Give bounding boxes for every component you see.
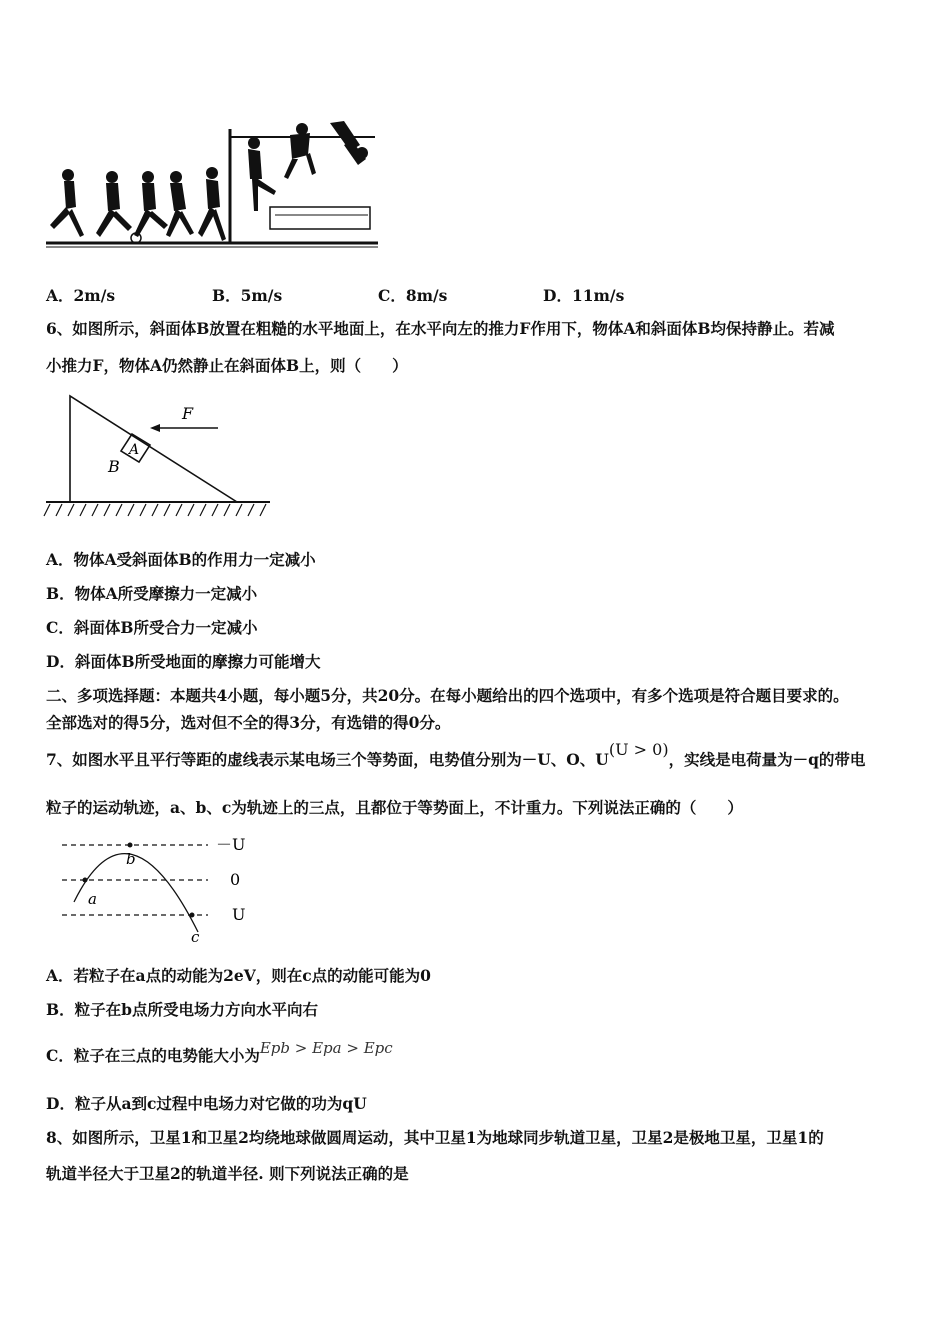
runner-4 [166,171,194,237]
q5-option-c: C．8m/s [378,286,448,305]
q5-options [46,284,746,306]
runner-5 [198,167,226,241]
q5-option-b: B．5m/s [212,286,283,305]
q6-option-c: C．斜面体B所受合力一定减小 [46,618,258,637]
runner-3 [134,171,168,237]
q7-stem-line2: 粒子的运动轨迹，a、b、c为轨迹上的三点，且都位于等势面上，不计重力。下列说法正确的（ ） [46,798,743,817]
q7-option-a: A．若粒子在a点的动能为2eV，则在c点的动能可能为0 [46,966,431,985]
q7-option-c-text: C．粒子在三点的电势能大小为 [46,1046,260,1065]
label-point-a: a [88,890,97,908]
section2-line1: 二、多项选择题：本题共4小题，每小题5分，共20分。在每小题给出的四个选项中，有多个选项是符合题目要求的。 [46,686,849,705]
q6-option-a: A．物体A受斜面体B的作用力一定减小 [46,550,316,569]
label-a: A [129,442,140,458]
q7-option-b: B．粒子在b点所受电场力方向水平向右 [46,1000,318,1019]
section2-line2: 全部选对的得5分，选对但不全的得3分，有选错的得0分。 [46,713,451,732]
q5-option-d: D．11m/s [543,286,625,305]
q8-line1: 8、如图所示，卫星1和卫星2均绕地球做圆周运动，其中卫星1为地球同步轨道卫星，卫星2是极地卫星，卫星1的 [46,1128,824,1147]
q7-stem-condition: (U > 0) [608,740,669,759]
q6-option-d: D．斜面体B所受地面的摩擦力可能增大 [46,652,321,671]
label-b: B [108,457,120,476]
q7-stem-part2: ，实线是电荷量为－q的带电 [668,750,866,769]
runner-1 [50,169,84,237]
incline-figure [42,388,274,523]
q6-stem-line2: 小推力F，物体A仍然静止在斜面体B上，则（ ） [46,356,408,375]
q6-option-b: B．物体A所受摩擦力一定减小 [46,584,258,603]
jumper-takeoff [248,137,276,211]
point-c [190,913,195,918]
runner-2 [96,171,132,237]
jumper-over-bar [284,123,316,179]
label-zero: 0 [230,870,241,889]
q7-option-c [46,1039,393,1067]
label-point-c: c [191,928,200,946]
point-a [83,878,88,883]
jumper-falling [330,121,368,165]
q7-option-c-formula: Epb > Epa > Epc [259,1039,393,1057]
q7-option-d: D．粒子从a到c过程中电场力对它做的功为qU [46,1094,367,1113]
q5-option-a: A．2m/s [46,286,116,305]
q7-stem-line1 [46,740,866,771]
q8-line2: 轨道半径大于卫星2的轨道半径. 则下列说法正确的是 [46,1164,409,1183]
label-u: U [232,905,246,924]
label-minus-u: －U [216,835,246,854]
equipotential-figure [58,832,258,950]
point-b [128,843,133,848]
q6-stem-line1: 6、如图所示，斜面体B放置在粗糙的水平地面上，在水平向左的推力F作用下，物体A和斜面体B均保持静止。若减 [46,319,835,338]
q7-stem-part1: 7、如图水平且平行等距的虚线表示某电场三个等势面，电势值分别为－U、O、U [46,750,609,769]
label-point-b: b [126,850,136,868]
high-jump-figure [40,115,385,255]
label-f: F [182,404,194,423]
incline-b [70,396,237,502]
